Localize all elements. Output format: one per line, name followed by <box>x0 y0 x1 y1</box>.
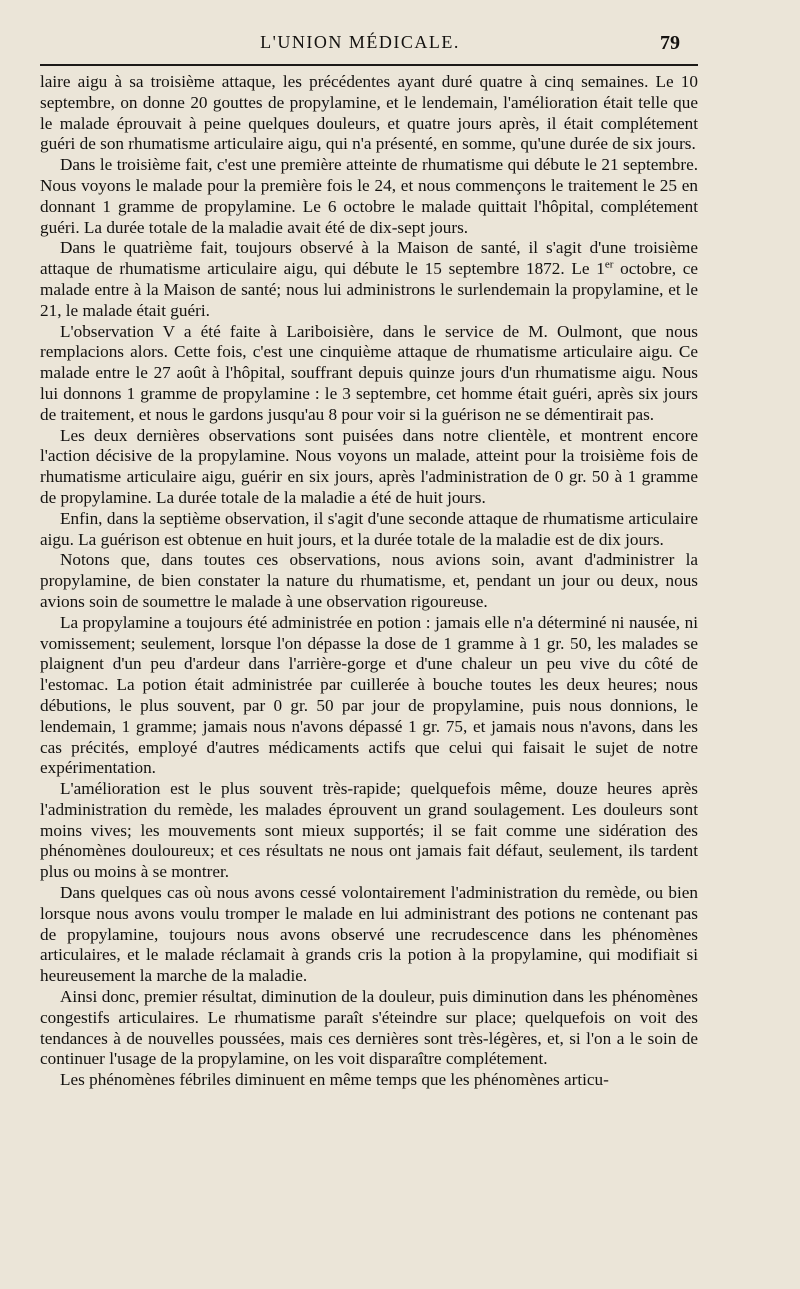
paragraph: Dans le troisième fait, c'est une première atteinte de rhumatisme qui débute le 21 septembre. Nous voyons le malade pour la première fois le 24, et nous commençons le traitement le 25 en donnant 1 gramme de propylamine. Le 6 octobre le malade quittait l'hôpital, complétement guéri. La durée totale de la maladie avait été de dix-sept jours. <box>40 155 698 237</box>
paragraph-text: Dans le quatrième fait, toujours observé à la Maison de santé, il s'agit d'une troisième attaque de rhumatisme articulaire aigu, qui débute le 15 septembre 1872. Le 1 <box>40 238 698 279</box>
paragraph: Enfin, dans la septième observation, il s'agit d'une seconde attaque de rhumatisme articulaire aigu. La guérison est obtenue en huit jours, et la durée totale de la maladie est de dix jours. <box>40 508 698 549</box>
paragraph-text: octobre, ce malade entre à la Maison de santé; nous lui administrons le surlendemain la propylamine, et le 21, le malade était guéri. <box>40 259 699 320</box>
paragraph: Dans quelques cas où nous avons cessé volontairement l'administration du remède, ou bien lorsque nous avons voulu tromper le malade en lui administrant des potions ne contenant pas de propylamine, toujours nous avons observé une recrudescence dans les phénomènes articulaires, et le malade réclamait à grands cris la potion à la propylamine, qui modifiait si heureusement la marche de la maladie. <box>40 883 698 986</box>
page-number: 79 <box>660 32 680 54</box>
paragraph: L'observation V a été faite à Lariboisière, dans le service de M. Oulmont, que nous remplacions alors. Cette fois, c'est une cinquième attaque de rhumatisme articulaire aigu. Ce malade entre le 27 août à l'hôpital, souffrant depuis quinze jours d'un rhumatisme aigu. Nous lui donnons 1 gramme de propylamine : le 3 septembre, cet homme était guéri, après six jours de traitement, et nous le gardons jusqu'au 8 pour voir si la guérison ne se démentirait pas. <box>40 321 698 424</box>
paragraph: Les deux dernières observations sont puisées dans notre clientèle, et montrent encore l'action décisive de la propylamine. Nous voyons un malade, atteint pour la troisième fois de rhumatisme articulaire aigu, guérir en six jours, après l'administration de 0 gr. 50 à 1 gramme de propylamine. La durée totale de la maladie a été de huit jours. <box>40 425 698 507</box>
paragraph: Ainsi donc, premier résultat, diminution de la douleur, puis diminution dans les phénomènes congestifs articulaires. Le rhumatisme paraît s'éteindre sur place; quelquefois on voit des tendances à de nouvelles poussées, mais ces dernières sont très-légères, et, si l'on a le soin de continuer l'usage de la propylamine, on les voit disparaître complétement. <box>40 987 698 1069</box>
paragraph: La propylamine a toujours été administrée en potion : jamais elle n'a déterminé ni nausée, ni vomissement; seulement, lorsque l'on dépasse la dose de 1 gramme à 1 gr. 50, les malades se plaignent d'un peu d'ardeur dans l'arrière-gorge et d'une chaleur un peu vive du côté de l'estomac. La potion était administrée par cuillerée à bouche toutes les deux heures; nous débutions, le plus souvent, par 0 gr. 50 par jour de propylamine, puis nous donnions, le lendemain, 1 gramme; jamais nous n'avons dépassé 1 gr. 75, et jamais nous n'avons, dans les cas précités, employé d'autres médicaments actifs que celui qui faisait le sujet de notre expérimentation. <box>40 612 698 778</box>
paragraph: laire aigu à sa troisième attaque, les précédentes ayant duré quatre à cinq semaines. Le 10 septembre, on donne 20 gouttes de propylamine, et le lendemain, l'amélioration était telle que le malade éprouvait à peine quelques douleurs, et quatre jours après, il était complétement guéri de son rhumatisme articulaire aigu, qui n'a présenté, en somme, qu'une durée de six jours. <box>40 72 698 154</box>
paragraph <box>40 238 698 321</box>
superscript: er <box>604 258 614 271</box>
page-header <box>40 32 680 56</box>
body-text <box>40 72 698 1091</box>
paragraph: Les phénomènes fébriles diminuent en même temps que les phénomènes articu- <box>60 1070 609 1090</box>
paragraph: Notons que, dans toutes ces observations, nous avions soin, avant d'administrer la propylamine, de bien constater la nature du rhumatisme, et, pendant un jour ou deux, nous avions soin de soumettre le malade à une observation rigoureuse. <box>40 550 698 611</box>
running-head: L'UNION MÉDICALE. <box>260 32 460 52</box>
paragraph: L'amélioration est le plus souvent très-rapide; quelquefois même, douze heures après l'administration du remède, les malades éprouvent un grand soulagement. Les douleurs sont moins vives; les mouvements sont mieux supportés; il se fait comme une sidération des phénomènes douloureux; et ces résultats ne nous ont jamais fait défaut, seulement, ils tardent plus ou moins à se montrer. <box>40 779 698 882</box>
header-rule <box>40 64 698 66</box>
